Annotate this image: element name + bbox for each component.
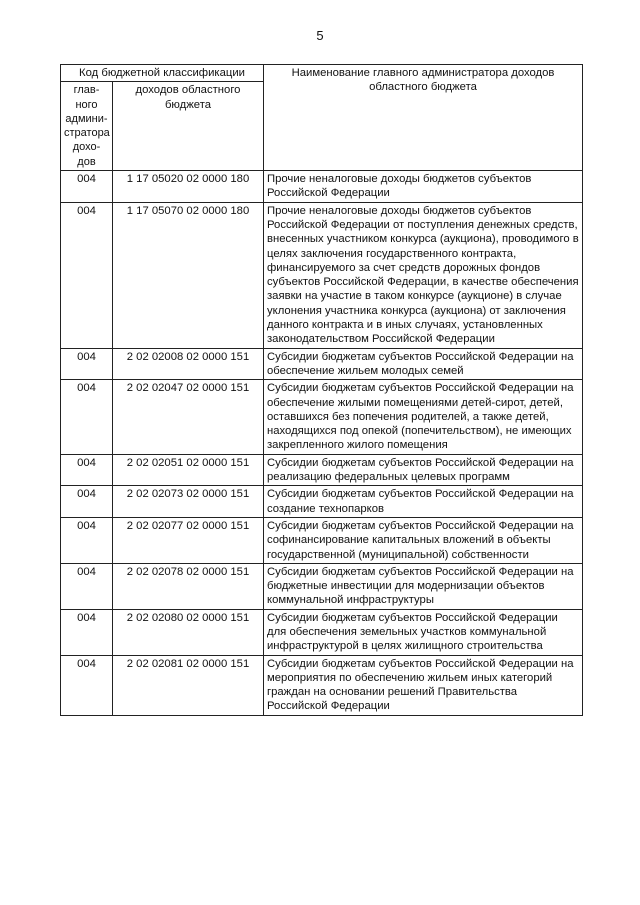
budget-code-cell: 2 02 02077 02 0000 151 (113, 517, 264, 563)
admin-code-cell: 004 (61, 563, 113, 609)
admin-code-cell: 004 (61, 171, 113, 203)
admin-code-cell: 004 (61, 348, 113, 380)
budget-code-cell: 1 17 05070 02 0000 180 (113, 202, 264, 348)
budget-classification-table (60, 64, 583, 716)
revenue-name-cell: Субсидии бюджетам субъектов Российской Федерации на создание технопарков (264, 486, 583, 518)
revenue-name-cell: Субсидии бюджетам субъектов Российской Федерации на бюджетные инвестиции для модернизации объектов коммунальной инфраструктуры (264, 563, 583, 609)
budget-code-cell: 2 02 02078 02 0000 151 (113, 563, 264, 609)
revenue-name-cell: Прочие неналоговые доходы бюджетов субъектов Российской Федерации (264, 171, 583, 203)
budget-code-cell: 1 17 05020 02 0000 180 (113, 171, 264, 203)
header-regional-budget-income: доходов областного бюджета (113, 82, 264, 171)
table-row (61, 171, 583, 203)
table-row (61, 486, 583, 518)
budget-code-cell: 2 02 02081 02 0000 151 (113, 655, 264, 715)
header-main-administrator: глав-ного админи-стратора дохо-дов (61, 82, 113, 171)
budget-code-cell: 2 02 02047 02 0000 151 (113, 380, 264, 454)
admin-code-cell: 004 (61, 517, 113, 563)
revenue-name-cell: Субсидии бюджетам субъектов Российской Федерации для обеспечения земельных участков коммунальной инфраструктурой в целях жилищного строительства (264, 609, 583, 655)
admin-code-cell: 004 (61, 202, 113, 348)
admin-code-cell: 004 (61, 655, 113, 715)
table-row (61, 563, 583, 609)
revenue-name-cell: Прочие неналоговые доходы бюджетов субъектов Российской Федерации от поступления денежных средств, внесенных участником конкурса (аукциона), проводимого в целях заключения государственного контракта, финансируемого за счет средств дорожных фондов субъектов Российской Федерации, в качестве обеспечения заявки на участие в таком конкурсе (аукционе) в случае уклонения участника конкурса (аукциона) от заключения данного контракта и в иных случаях, установленных законодательством Российской Федерации (264, 202, 583, 348)
budget-code-cell: 2 02 02080 02 0000 151 (113, 609, 264, 655)
revenue-name-cell: Субсидии бюджетам субъектов Российской Федерации на обеспечение жильем молодых семей (264, 348, 583, 380)
table-row (61, 380, 583, 454)
page-number: 5 (316, 28, 324, 43)
table-row (61, 655, 583, 715)
table-row (61, 517, 583, 563)
revenue-name-cell: Субсидии бюджетам субъектов Российской Федерации на мероприятия по обеспечению жильем иных категорий граждан на основании решений Правительства Российской Федерации (264, 655, 583, 715)
header-budget-classification-code: Код бюджетной классификации (61, 65, 264, 82)
table-header-row (61, 65, 583, 82)
budget-code-cell: 2 02 02051 02 0000 151 (113, 454, 264, 486)
admin-code-cell: 004 (61, 609, 113, 655)
budget-code-cell: 2 02 02008 02 0000 151 (113, 348, 264, 380)
header-administrator-name: Наименование главного администратора доходов областного бюджета (264, 65, 583, 171)
table-row (61, 348, 583, 380)
table-row (61, 609, 583, 655)
admin-code-cell: 004 (61, 380, 113, 454)
table-row (61, 202, 583, 348)
budget-code-cell: 2 02 02073 02 0000 151 (113, 486, 264, 518)
revenue-name-cell: Субсидии бюджетам субъектов Российской Федерации на обеспечение жилыми помещениями детей-сирот, детей, оставшихся без попечения родителей, а также детей, находящихся под опекой (попечительством), не имеющих закрепленного жилого помещения (264, 380, 583, 454)
admin-code-cell: 004 (61, 454, 113, 486)
revenue-name-cell: Субсидии бюджетам субъектов Российской Федерации на софинансирование капитальных вложений в объекты государственной (муниципальной) собственности (264, 517, 583, 563)
table-row (61, 454, 583, 486)
admin-code-cell: 004 (61, 486, 113, 518)
revenue-name-cell: Субсидии бюджетам субъектов Российской Федерации на реализацию федеральных целевых программ (264, 454, 583, 486)
